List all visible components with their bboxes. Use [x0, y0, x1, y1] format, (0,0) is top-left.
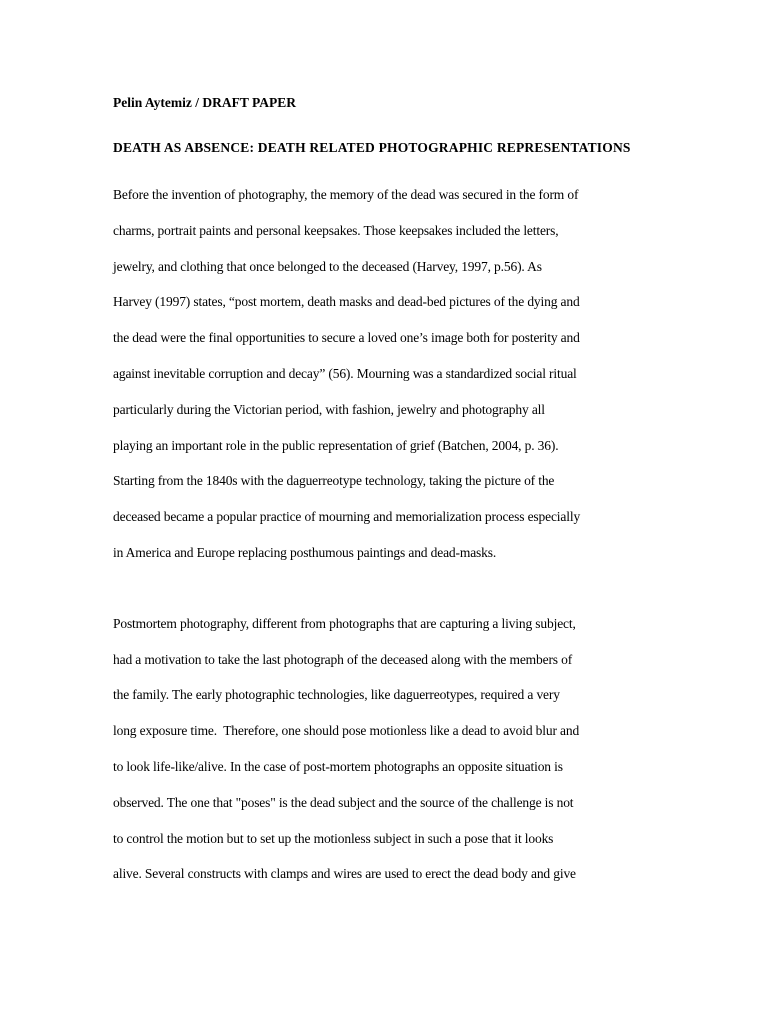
paragraph-line: Harvey (1997) states, “post mortem, death masks and dead-bed pictures of the dying and [113, 294, 580, 310]
paragraph-2 [113, 606, 656, 892]
draft-label: DRAFT PAPER [202, 95, 296, 110]
paragraph-line: alive. Several constructs with clamps and wires are used to erect the dead body and give [113, 866, 576, 882]
header-separator: / [191, 95, 203, 110]
paper-title: DEATH AS ABSENCE: DEATH RELATED PHOTOGRAPHIC REPRESENTATIONS [113, 140, 631, 155]
paragraph-line: particularly during the Victorian period, with fashion, jewelry and photography all [113, 401, 545, 417]
paragraph-line: jewelry, and clothing that once belonged to the deceased (Harvey, 1997, p.56). As [113, 258, 542, 274]
paragraph-line: deceased became a popular practice of mourning and memorialization process especially [113, 509, 581, 525]
paragraph-line: Starting from the 1840s with the daguerreotype technology, taking the picture of the [113, 473, 555, 489]
paragraph-line: Before the invention of photography, the memory of the dead was secured in the form of [113, 187, 579, 202]
paragraph-line: the dead were the final opportunities to secure a loved one’s image both for posterity and [113, 330, 580, 346]
paragraph-line: in America and Europe replacing posthumous paintings and dead-masks. [113, 544, 497, 560]
paragraph-line: had a motivation to take the last photograph of the deceased along with the members of [113, 651, 573, 667]
paragraph-line: charms, portrait paints and personal keepsakes. Those keepsakes included the letters, [113, 222, 559, 238]
paragraph-line: against inevitable corruption and decay” (56). Mourning was a standardized social ritual [113, 365, 577, 381]
author-name: Pelin Aytemiz [113, 95, 192, 110]
paragraph-line: playing an important role in the public representation of grief (Batchen, 2004, p. 36). [113, 437, 559, 453]
author-header [113, 93, 656, 113]
document-body [113, 93, 656, 892]
paragraph-line: Postmortem photography, different from photographs that are capturing a living subject, [113, 615, 576, 631]
paragraph-1 [113, 177, 656, 571]
paragraph-line: observed. The one that "poses" is the dead subject and the source of the challenge is not [113, 794, 574, 810]
paragraph-line: long exposure time. Therefore, one should pose motionless like a dead to avoid blur and [113, 723, 580, 739]
paragraph-line: to look life-like/alive. In the case of post-mortem photographs an opposite situation is [113, 758, 563, 774]
paragraph-line: to control the motion but to set up the motionless subject in such a pose that it looks [113, 830, 554, 846]
paragraph-line: the family. The early photographic technologies, like daguerreotypes, required a very [113, 687, 560, 703]
